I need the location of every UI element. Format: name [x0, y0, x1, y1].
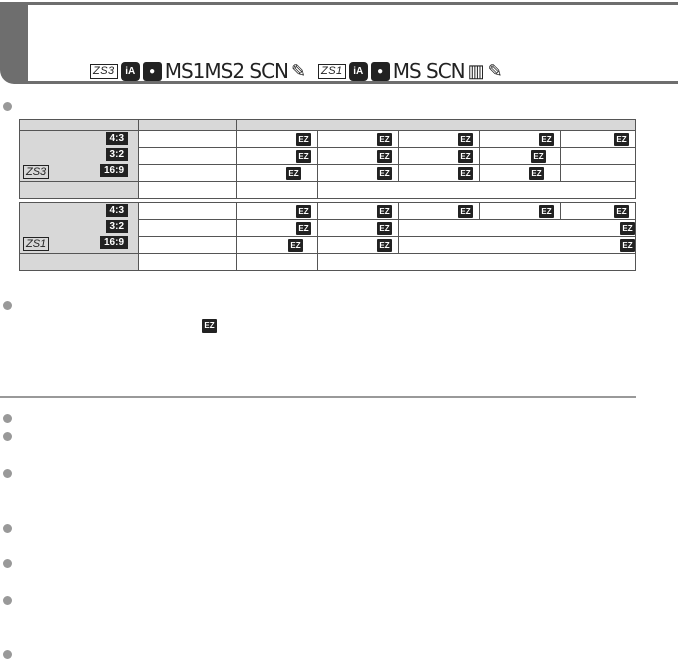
ez-icon: EZ [614, 205, 629, 218]
bullet-icon [3, 301, 12, 310]
film-mode-icon: ▥ [467, 60, 485, 81]
table-row [20, 131, 636, 148]
table-cell [237, 237, 318, 254]
bullet-icon [3, 102, 12, 111]
ez-icon: EZ [296, 150, 311, 163]
ez-icon: EZ [296, 222, 311, 235]
intelligent-auto-icon: iA [349, 62, 368, 81]
table-cell [139, 203, 237, 220]
table-cell [237, 254, 318, 271]
page-header [0, 0, 678, 86]
ez-icon: EZ [458, 205, 473, 218]
ratio-badge: 3:2 [106, 148, 128, 161]
table-cell [561, 165, 636, 182]
table-cell [318, 148, 399, 165]
intelligent-auto-icon: iA [121, 62, 140, 81]
ez-icon: EZ [377, 133, 392, 146]
bullet-icon [3, 650, 12, 659]
zs3-model-badge: ZS3 [90, 64, 118, 79]
table-cell [139, 131, 237, 148]
table-cell [20, 254, 139, 271]
clipboard-mode-icon: ✎ [487, 60, 503, 81]
table-cell [139, 182, 237, 199]
table-cell [318, 254, 636, 271]
ez-icon: EZ [377, 222, 392, 235]
zs1-model-badge: ZS1 [318, 64, 346, 79]
table-cell [139, 220, 237, 237]
table-row [20, 254, 636, 271]
ratio-badge: 4:3 [106, 132, 128, 145]
table-cell [139, 148, 237, 165]
ez-icon: EZ [529, 167, 544, 180]
table-cell [139, 254, 237, 271]
table-cell [20, 182, 139, 199]
bullet-icon [3, 469, 12, 478]
table-cell [399, 237, 636, 254]
ez-icon: EZ [614, 133, 629, 146]
table-cell [237, 182, 318, 199]
zs3-model-badge: ZS3 [23, 165, 49, 179]
bullet-icon [3, 524, 12, 533]
zoom-table [19, 119, 636, 271]
ez-icon: EZ [620, 239, 635, 252]
zs1-mode-names: MS SCN [392, 59, 465, 83]
camera-mode-icon: ● [371, 62, 390, 81]
table-cell [237, 131, 318, 148]
ez-icon: EZ [539, 133, 554, 146]
clipboard-mode-icon: ✎ [291, 60, 307, 81]
ez-icon: EZ [458, 150, 473, 163]
bullet-icon [3, 596, 12, 605]
zs1-ratio-group [20, 203, 139, 254]
bullet-icon [3, 432, 12, 441]
table-cell [399, 203, 480, 220]
table-cell [399, 165, 480, 182]
ez-icon: EZ [296, 133, 311, 146]
ez-icon: EZ [377, 239, 392, 252]
table-cell [480, 165, 561, 182]
table-row [20, 203, 636, 220]
ez-icon: EZ [377, 167, 392, 180]
table-cell [237, 203, 318, 220]
ez-icon: EZ [458, 167, 473, 180]
table-cell [318, 203, 399, 220]
table-cell [561, 203, 636, 220]
table-cell [318, 131, 399, 148]
ratio-badge: 4:3 [106, 204, 128, 217]
table-header-cell [139, 120, 237, 131]
table-cell [399, 220, 636, 237]
table-cell [318, 182, 636, 199]
table-cell [318, 237, 399, 254]
zs1-model-badge: ZS1 [23, 237, 49, 251]
bullet-icon [3, 414, 12, 423]
table-cell [399, 148, 480, 165]
table-cell [237, 220, 318, 237]
bullet-icon [3, 559, 12, 568]
table-cell [237, 148, 318, 165]
ez-icon: EZ [377, 150, 392, 163]
table-cell [139, 237, 237, 254]
zs3-ratio-group [20, 131, 139, 182]
table-cell [318, 220, 399, 237]
table-cell [561, 131, 636, 148]
table-row [20, 182, 636, 199]
table-cell [480, 203, 561, 220]
camera-mode-icon: ● [143, 62, 162, 81]
ez-icon: EZ [458, 133, 473, 146]
section-divider [0, 396, 636, 398]
header-side-tab [0, 2, 28, 84]
ez-icon: EZ [288, 239, 303, 252]
table-cell [139, 165, 237, 182]
zs1-mode-list [318, 59, 503, 83]
ratio-badge: 16:9 [100, 236, 128, 249]
table-cell [399, 131, 480, 148]
ez-icon: EZ [377, 205, 392, 218]
ez-icon: EZ [202, 319, 217, 333]
ratio-badge: 3:2 [106, 220, 128, 233]
table-cell [561, 148, 636, 165]
table-cell [480, 131, 561, 148]
ratio-badge: 16:9 [100, 164, 128, 177]
table-header-cell [20, 120, 139, 131]
table-cell [480, 148, 561, 165]
table-cell [237, 165, 318, 182]
ez-icon: EZ [286, 167, 301, 180]
table-header-row [20, 120, 636, 131]
ez-icon: EZ [620, 222, 635, 235]
table-cell [318, 165, 399, 182]
zs3-mode-list [90, 59, 306, 83]
zs3-mode-names: MS1MS2 SCN [164, 59, 289, 83]
ez-icon: EZ [531, 150, 546, 163]
table-header-cell [237, 120, 636, 131]
header-top-rule [0, 2, 678, 5]
ez-icon: EZ [539, 205, 554, 218]
ez-icon: EZ [296, 205, 311, 218]
